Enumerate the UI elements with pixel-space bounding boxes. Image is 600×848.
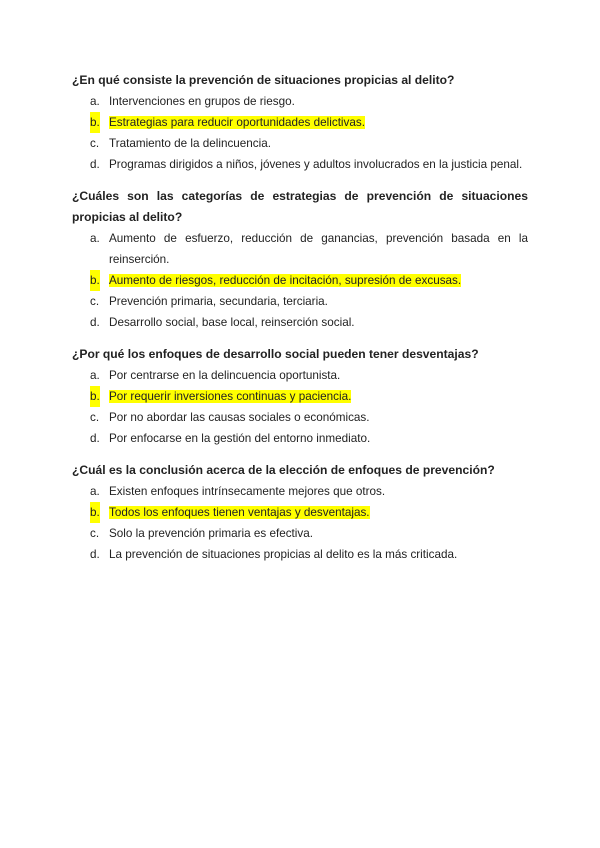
options-list: [72, 228, 528, 333]
answer-option: [72, 312, 528, 333]
option-text: Todos los enfoques tienen ventajas y desventajas.: [109, 506, 370, 519]
answer-option: [72, 428, 528, 449]
option-text: Tratamiento de la delincuencia.: [109, 137, 271, 150]
option-text: Por centrarse en la delincuencia oportunista.: [109, 369, 341, 382]
quiz-content: [72, 70, 528, 576]
question-block: [72, 186, 528, 333]
option-text: Por requerir inversiones continuas y paciencia.: [109, 390, 352, 403]
option-letter: c.: [90, 137, 100, 150]
option-text: Prevención primaria, secundaria, terciaria.: [109, 295, 328, 308]
option-letter: c.: [90, 411, 100, 424]
question-text: ¿Cuáles son las categorías de estrategias de prevención de situaciones propicias al delito?: [72, 189, 528, 224]
answer-option-correct: [72, 112, 528, 133]
option-letter: b.: [90, 502, 100, 523]
answer-option: [72, 407, 528, 428]
option-letter: a.: [90, 232, 100, 245]
question-text: ¿En qué consiste la prevención de situaciones propicias al delito?: [72, 73, 455, 87]
options-list: [72, 481, 528, 565]
option-letter: b.: [90, 270, 100, 291]
answer-option-correct: [72, 386, 528, 407]
answer-option: [72, 544, 528, 565]
option-letter: d.: [90, 316, 100, 329]
option-text: Desarrollo social, base local, reinserción social.: [109, 316, 355, 329]
answer-option: [72, 291, 528, 312]
answer-option: [72, 91, 528, 112]
answer-option-correct: [72, 270, 528, 291]
option-letter: d.: [90, 548, 100, 561]
option-text: Por no abordar las causas sociales o económicas.: [109, 411, 370, 424]
option-text: Existen enfoques intrínsecamente mejores que otros.: [109, 485, 386, 498]
option-letter: a.: [90, 95, 100, 108]
answer-option-correct: [72, 502, 528, 523]
option-text: Programas dirigidos a niños, jóvenes y adultos involucrados en la justicia penal.: [109, 158, 523, 171]
question-block: [72, 70, 528, 175]
answer-option: [72, 228, 528, 270]
answer-option: [72, 154, 528, 175]
question-text: ¿Por qué los enfoques de desarrollo social pueden tener desventajas?: [72, 347, 479, 361]
option-text: Intervenciones en grupos de riesgo.: [109, 95, 295, 108]
answer-option: [72, 523, 528, 544]
answer-option: [72, 481, 528, 502]
question-block: [72, 460, 528, 565]
option-text: Aumento de riesgos, reducción de incitación, supresión de excusas.: [109, 274, 462, 287]
option-text: Aumento de esfuerzo, reducción de ganancias, prevención basada en la reinserción.: [109, 232, 528, 266]
option-text: La prevención de situaciones propicias al delito es la más criticada.: [109, 548, 458, 561]
question-text: ¿Cuál es la conclusión acerca de la elección de enfoques de prevención?: [72, 463, 495, 477]
option-text: Solo la prevención primaria es efectiva.: [109, 527, 313, 540]
option-letter: b.: [90, 386, 100, 407]
option-letter: b.: [90, 112, 100, 133]
option-letter: c.: [90, 295, 100, 308]
question-block: [72, 344, 528, 449]
option-letter: d.: [90, 158, 100, 171]
options-list: [72, 365, 528, 449]
option-letter: d.: [90, 432, 100, 445]
option-letter: a.: [90, 485, 100, 498]
answer-option: [72, 365, 528, 386]
option-text: Estrategias para reducir oportunidades delictivas.: [109, 116, 365, 129]
option-letter: a.: [90, 369, 100, 382]
option-text: Por enfocarse en la gestión del entorno inmediato.: [109, 432, 371, 445]
options-list: [72, 91, 528, 175]
answer-option: [72, 133, 528, 154]
option-letter: c.: [90, 527, 100, 540]
